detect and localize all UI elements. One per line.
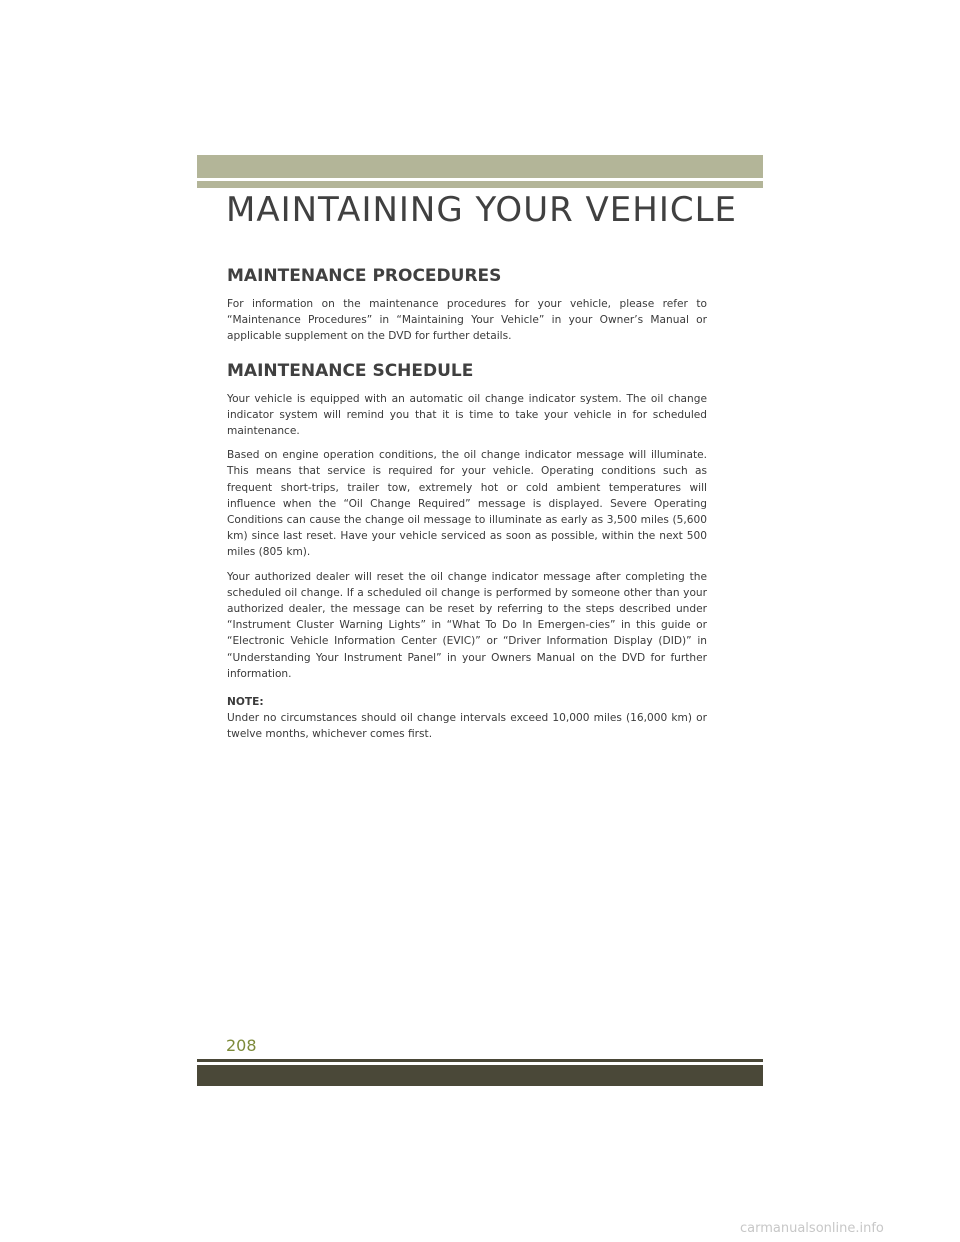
procedures-heading: MAINTENANCE PROCEDURES (227, 266, 502, 286)
procedures-paragraph: For information on the maintenance procedures for your vehicle, please refer to “Maintenance Procedures” in “Maintaining Your Vehicle” in your Owner’s Manual or applicable supplement on the DVD for further details. (227, 298, 707, 343)
page-content (227, 266, 707, 751)
section-title: MAINTAINING YOUR VEHICLE (226, 190, 738, 230)
watermark: carmanualsonline.info (740, 1221, 884, 1236)
footer-bar (197, 1065, 763, 1086)
note-text: Under no circumstances should oil change intervals exceed 10,000 miles (16,000 km) or twelve months, whichever comes first. (227, 712, 707, 741)
header-bar-stripe (197, 181, 763, 188)
note-label: NOTE: (227, 696, 264, 709)
schedule-paragraph-3: Your authorized dealer will reset the oil change indicator message after completing the scheduled oil change. If a scheduled oil change is performed by someone other than your authorized dealer, the message can be reset by referring to the steps described under “Instrument Cluster Warning Lights” in “What To Do In Emergen-cies” in this guide or “Electronic Vehicle Information Center (EVIC)” or “Driver Information Display (DID)” in “Understanding Your Instrument Panel” in your Owners Manual on the DVD for further information. (227, 570, 707, 680)
page-number: 208 (226, 1036, 257, 1055)
schedule-paragraph-2: Based on engine operation conditions, the oil change indicator message will illuminate. This means that service is required for your vehicle. Operating conditions such as frequent short-trips, trailer tow, extremely hot or cold ambient temperatures will influence when the “Oil Change Required” message is displayed. Severe Operating Conditions can cause the change oil message to illuminate as early as 3,500 miles (5,600 km) since last reset. Have your vehicle serviced as soon as possible, within the next 500 miles (805 km). (227, 449, 707, 559)
schedule-paragraph-1: Your vehicle is equipped with an automatic oil change indicator system. The oil change indicator system will remind you that it is time to take your vehicle in for scheduled maintenance. (227, 392, 707, 438)
header-bar (197, 155, 763, 178)
schedule-heading: MAINTENANCE SCHEDULE (227, 360, 474, 381)
footer-bar-stripe (197, 1059, 763, 1062)
